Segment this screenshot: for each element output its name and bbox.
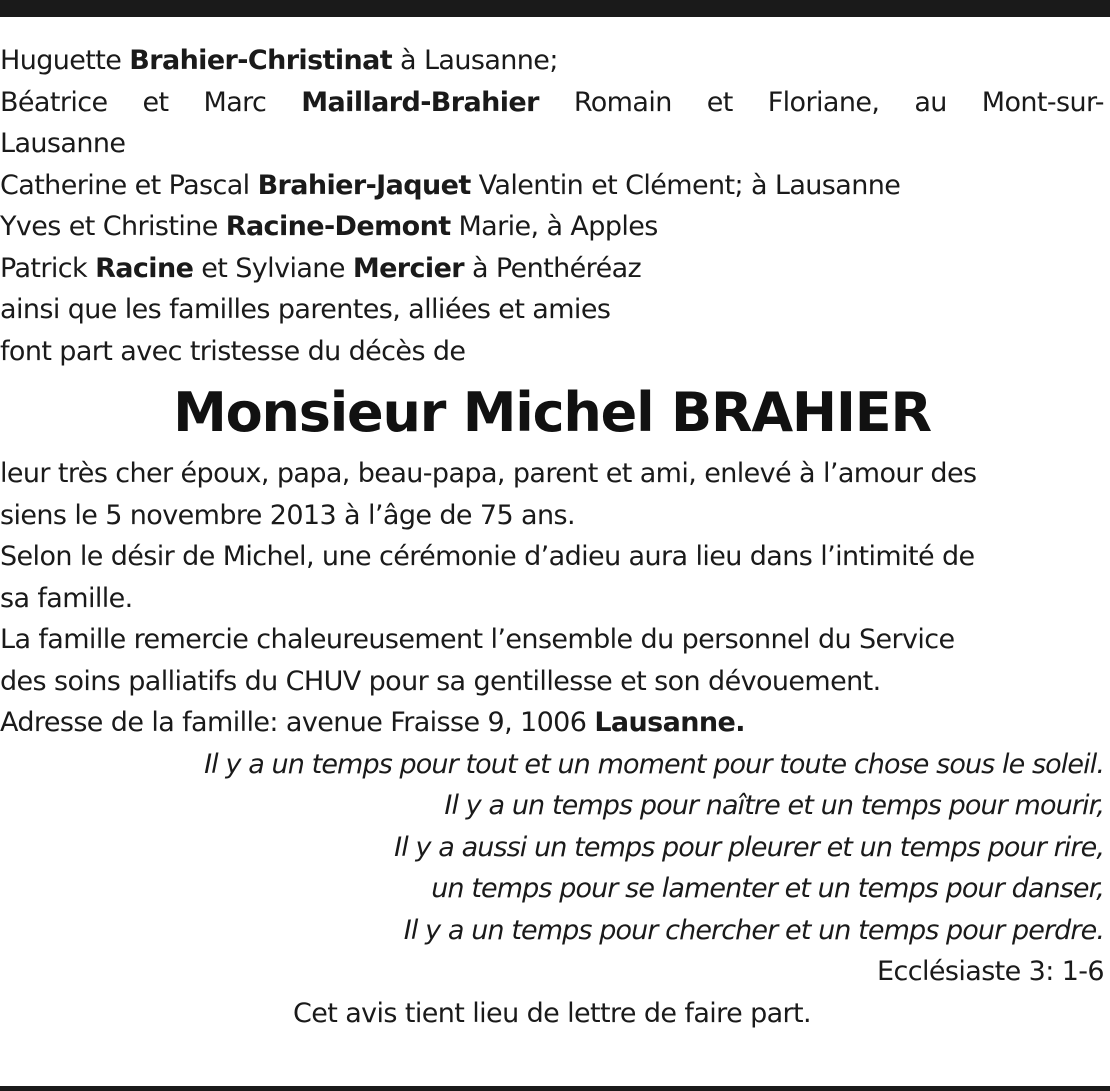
family-line: Patrick Racine et Sylviane Mercier à Penthéréaz: [0, 252, 642, 284]
family-line: Catherine et Pascal Brahier-Jaquet Valentin et Clément; à Lausanne: [0, 169, 901, 201]
verse-line: Il y a aussi un temps pour pleurer et un temps pour rire,: [394, 831, 1104, 863]
verse-line: Il y a un temps pour tout et un moment pour toute chose sous le soleil.: [204, 748, 1104, 780]
body-line: sa famille.: [0, 582, 133, 614]
family-line: ainsi que les familles parentes, alliées et amies: [0, 294, 611, 325]
notice-body: [0, 453, 1104, 744]
verse-line: Il y a un temps pour naître et un temps pour mourir,: [444, 790, 1104, 821]
family-line: Lausanne: [0, 128, 126, 159]
body-line: La famille remercie chaleureusement l’ensemble du personnel du Service: [0, 624, 955, 655]
body-line: leur très cher époux, papa, beau-papa, parent et ami, enlevé à l’amour des: [0, 458, 977, 489]
family-address: Adresse de la famille: avenue Fraisse 9, 1006 Lausanne.: [0, 707, 745, 738]
deceased-name: Monsieur Michel BRAHIER: [173, 381, 931, 444]
verse-line: un temps pour se lamenter et un temps pour danser,: [431, 873, 1104, 904]
family-line: Béatrice et Marc Maillard-Brahier Romain et Floriane, au Mont-sur-: [0, 86, 1104, 118]
verse-reference: Ecclésiaste 3: 1-6: [877, 956, 1104, 987]
verse-line: Il y a un temps pour chercher et un temps pour perdre.: [403, 914, 1104, 946]
top-rule: [0, 0, 1110, 17]
body-line: Selon le désir de Michel, une cérémonie d’adieu aura lieu dans l’intimité de: [0, 541, 975, 572]
family-line: Huguette Brahier-Christinat à Lausanne;: [0, 45, 558, 76]
family-line: Yves et Christine Racine-Demont Marie, à Apples: [0, 211, 658, 242]
bottom-rule: [0, 1086, 1110, 1091]
bible-verse: [0, 744, 1104, 952]
family-line: font part avec tristesse du décès de: [0, 335, 466, 367]
body-line: siens le 5 novembre 2013 à l’âge de 75 ans.: [0, 499, 575, 531]
body-line: des soins palliatifs du CHUV pour sa gentillesse et son dévouement.: [0, 665, 881, 697]
obituary-notice: [0, 40, 1104, 1034]
closing-note: Cet avis tient lieu de lettre de faire part.: [292, 997, 812, 1029]
